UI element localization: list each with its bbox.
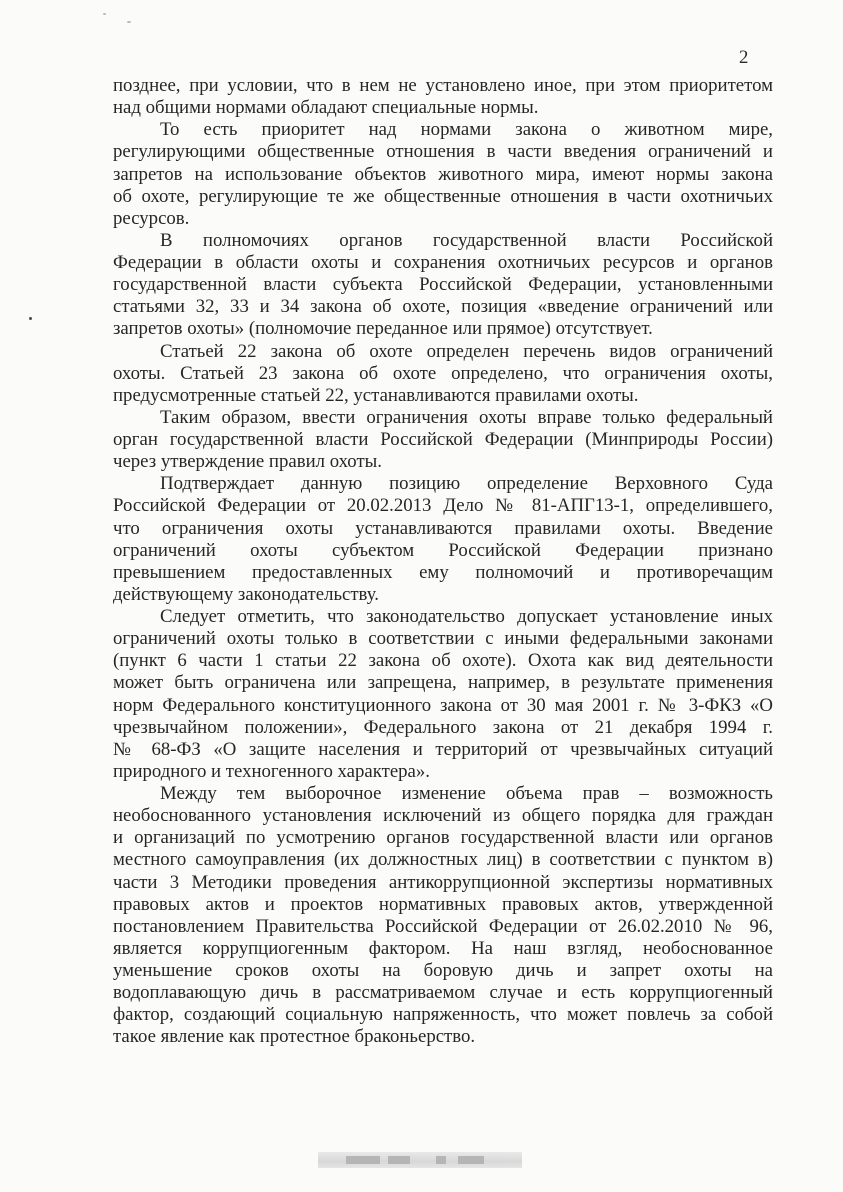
text-line: необоснованного установления исключений из общего порядка для граждан bbox=[113, 805, 773, 827]
text-line: ограничений охоты только в соответствии с иными федеральными законами bbox=[113, 628, 773, 650]
text-line: превышением предоставленных ему полномочий и противоречащим bbox=[113, 561, 773, 583]
text-line: норм Федерального конституционного закона от 30 мая 2001 г. № 3-ФКЗ «О bbox=[113, 694, 773, 716]
text-line: Между тем выборочное изменение объема прав – возможность bbox=[160, 783, 773, 804]
text-line: (пункт 6 части 1 статьи 22 закона об охоте). Охота как вид деятельности bbox=[113, 650, 773, 672]
text-line: уменьшение сроков охоты на боровую дичь и запрет охоты на bbox=[113, 960, 773, 981]
text-line: и организаций по усмотрению органов государственной власти или органов bbox=[113, 827, 773, 849]
text-line: части 3 Методики проведения антикоррупционной экспертизы нормативных bbox=[113, 871, 773, 893]
text-line: позднее, при условии, что в нем не установлено иное, при этом приоритетом bbox=[113, 75, 773, 96]
text-line: Следует отметить, что законодательство допускает установление иных bbox=[160, 606, 773, 627]
text-line: Статьей 22 закона об охоте определен перечень видов ограничений bbox=[160, 340, 773, 362]
text-line: чрезвычайном положении», Федерального закона от 21 декабря 1994 г. bbox=[113, 716, 773, 738]
text-line: правовых актов и проектов нормативных правовых актов, утвержденной bbox=[113, 893, 773, 915]
text-line: В полномочиях органов государственной власти Российской bbox=[160, 229, 773, 251]
text-line: То есть приоритет над нормами закона о животном мире, bbox=[160, 119, 773, 141]
text-line: регулирующими общественные отношения в части введения ограничений и bbox=[113, 141, 773, 163]
paragraph bbox=[113, 341, 773, 407]
text-line: государственной власти субъекта Российской Федерации, установленными bbox=[113, 274, 773, 296]
paragraph bbox=[113, 75, 773, 119]
text-line: орган государственной власти Российской Федерации (Минприроды России) bbox=[113, 429, 773, 450]
text-line: фактор, создающий социальную напряженность, что может повлечь за собой bbox=[113, 1004, 773, 1026]
text-line: об охоте, регулирующие те же общественные отношения в части охотничьих bbox=[113, 185, 773, 207]
text-line: является коррупциогенным фактором. На наш взгляд, необоснованное bbox=[113, 937, 773, 959]
text-line: ресурсов. bbox=[113, 207, 190, 229]
paragraph bbox=[113, 230, 773, 341]
text-line: местного самоуправления (их должностных лиц) в соответствии с пунктом в) bbox=[113, 849, 773, 871]
text-line: что ограничения охоты устанавливаются правилами охоты. Введение bbox=[113, 517, 773, 539]
text-line: Таким образом, ввести ограничения охоты вправе только федеральный bbox=[160, 406, 773, 428]
text-line: такое явление как протестное браконьерство. bbox=[113, 1026, 476, 1048]
text-line: над общими нормами обладают специальные нормы. bbox=[113, 97, 539, 119]
scan-speck bbox=[103, 13, 106, 15]
text-line: статьями 32, 33 и 34 закона об охоте, позиция «введение ограничений или bbox=[113, 296, 773, 318]
text-line: водоплавающую дичь в рассматриваемом случае и есть коррупциогенный bbox=[113, 982, 773, 1004]
text-line: предусмотренные статьей 22, устанавливаются правилами охоты. bbox=[113, 384, 639, 406]
paragraph bbox=[113, 606, 773, 783]
text-line: Российской Федерации от 20.02.2013 Дело № 81-АПГ13-1, определившего, bbox=[113, 495, 773, 517]
text-line: ограничений охоты субъектом Российской Федерации признано bbox=[113, 539, 773, 561]
text-line: № 68-ФЗ «О защите населения и территорий от чрезвычайных ситуаций bbox=[113, 738, 773, 760]
text-line: запретов охоты» (полномочие переданное или прямое) отсутствует. bbox=[113, 318, 653, 340]
text-line: через утверждение правил охоты. bbox=[113, 451, 382, 473]
text-line: Подтверждает данную позицию определение Верховного Суда bbox=[160, 473, 773, 495]
page-number: 2 bbox=[739, 47, 749, 68]
text-line: постановлением Правительства Российской Федерации от 26.02.2010 № 96, bbox=[113, 915, 773, 937]
paragraph bbox=[113, 407, 773, 473]
paragraph bbox=[113, 783, 773, 1049]
text-line: природного и техногенного характера». bbox=[113, 760, 430, 782]
document-body bbox=[113, 75, 773, 1049]
paragraph bbox=[113, 119, 773, 230]
text-line: охоты. Статьей 23 закона об охоте определено, что ограничения охоты, bbox=[113, 362, 773, 384]
scan-bleed-through bbox=[318, 1152, 522, 1168]
text-line: действующему законодательству. bbox=[113, 583, 379, 605]
paragraph bbox=[113, 473, 773, 606]
text-line: Федерации в области охоты и сохранения охотничьих ресурсов и органов bbox=[113, 252, 773, 273]
scan-punch-dot bbox=[29, 317, 32, 320]
text-line: запретов на использование объектов животного мира, имеют нормы закона bbox=[113, 163, 773, 185]
scan-speck bbox=[127, 21, 131, 23]
text-line: может быть ограничена или запрещена, например, в результате применения bbox=[113, 672, 773, 694]
